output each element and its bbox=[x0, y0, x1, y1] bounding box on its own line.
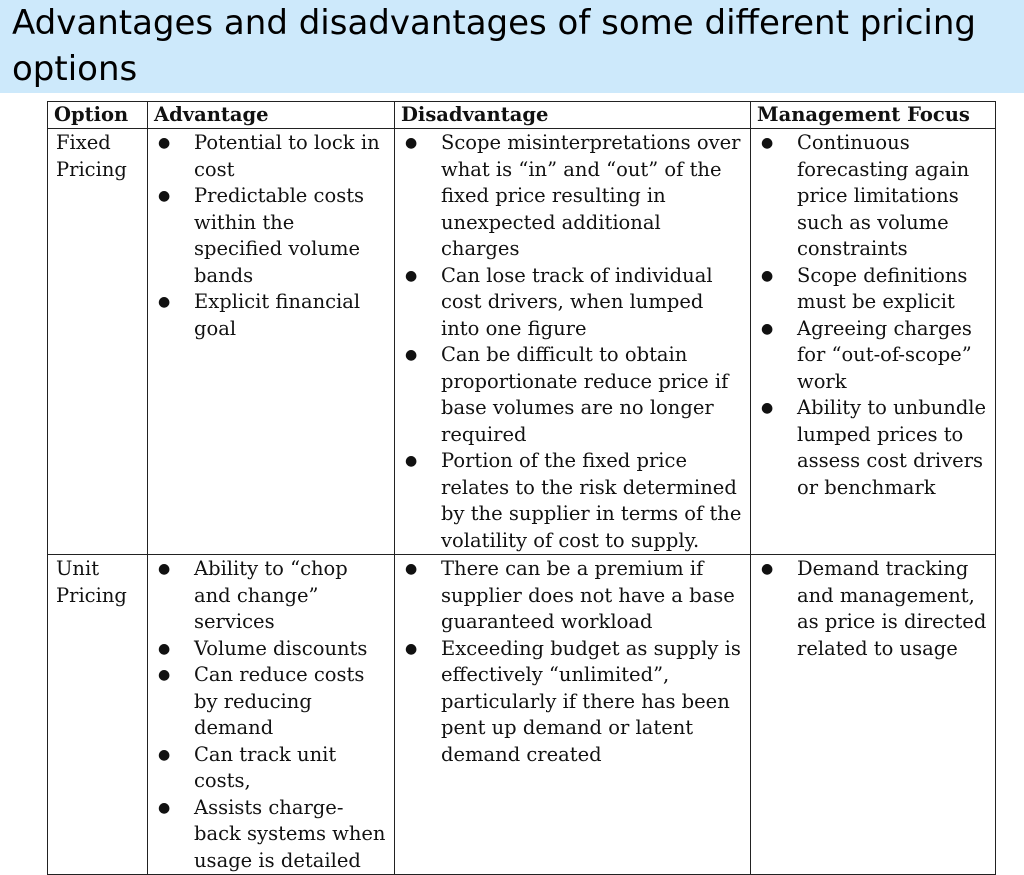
disadvantage-list bbox=[401, 556, 744, 768]
header-disadvantage: Disadvantage bbox=[395, 102, 751, 129]
list-item-text: Ability to “chop and change” services bbox=[194, 557, 348, 633]
list-item-text: Portion of the fixed price relates to the risk determined by the supplier in terms of the volatility of cost to supply. bbox=[441, 449, 742, 552]
management-focus-cell bbox=[751, 129, 996, 555]
list-item-text: Can lose track of individual cost drivers, when lumped into one figure bbox=[441, 263, 713, 340]
list-item bbox=[401, 130, 744, 263]
option-label: Fixed Pricing bbox=[56, 131, 127, 181]
list-item-text: Can track unit costs, bbox=[194, 742, 337, 792]
list-item bbox=[154, 795, 388, 875]
list-item bbox=[154, 556, 388, 636]
bullet-icon: ● bbox=[405, 453, 418, 469]
list-item bbox=[154, 662, 388, 742]
disadvantage-list bbox=[401, 130, 744, 554]
bullet-icon: ● bbox=[158, 561, 171, 577]
table-header-row bbox=[48, 102, 996, 129]
list-item-text: Scope misinterpretations over what is “in” and “out” of the fixed price resulting in unexpected additional charges bbox=[441, 131, 741, 260]
list-item-text: Scope definitions must be explicit bbox=[797, 263, 968, 313]
bullet-icon: ● bbox=[405, 267, 418, 284]
management-focus-list bbox=[757, 130, 989, 501]
list-item bbox=[757, 130, 989, 263]
list-item bbox=[757, 395, 989, 501]
list-item bbox=[154, 636, 388, 663]
list-item-text: Volume discounts bbox=[194, 636, 368, 660]
bullet-icon: ● bbox=[405, 347, 418, 363]
list-item bbox=[154, 742, 388, 795]
list-item bbox=[401, 448, 744, 554]
advantage-cell bbox=[148, 129, 395, 555]
slide-title: Advantages and disadvantages of some different pricing options bbox=[12, 3, 976, 89]
list-item-text: Continuous forecasting again price limitations such as volume constraints bbox=[797, 131, 970, 260]
list-item bbox=[154, 130, 388, 183]
bullet-icon: ● bbox=[761, 561, 774, 577]
table-row-unit-pricing bbox=[48, 555, 996, 875]
option-label: Unit Pricing bbox=[56, 557, 127, 607]
disadvantage-cell bbox=[395, 129, 751, 555]
list-item-text: Assists charge-back systems when usage is detailed bbox=[194, 795, 386, 872]
bullet-icon: ● bbox=[761, 135, 774, 151]
management-focus-cell bbox=[751, 555, 996, 875]
bullet-icon: ● bbox=[405, 640, 418, 657]
bullet-icon: ● bbox=[158, 799, 171, 816]
bullet-icon: ● bbox=[158, 746, 171, 763]
advantage-cell bbox=[148, 555, 395, 875]
bullet-icon: ● bbox=[761, 320, 774, 337]
option-cell bbox=[48, 555, 148, 875]
pricing-options-table bbox=[47, 101, 996, 875]
list-item-text: Predictable costs within the specified volume bands bbox=[194, 184, 365, 287]
list-item bbox=[757, 263, 989, 316]
header-management-focus: Management Focus bbox=[751, 102, 996, 129]
option-cell bbox=[48, 129, 148, 555]
bullet-icon: ● bbox=[405, 135, 418, 151]
list-item-text: Exceeding budget as supply is effectively “unlimited”, particularly if there has been pent up demand or latent demand created bbox=[441, 636, 741, 766]
bullet-icon: ● bbox=[761, 267, 774, 284]
list-item bbox=[757, 556, 989, 662]
bullet-icon: ● bbox=[158, 135, 171, 151]
pricing-table-container bbox=[47, 101, 995, 872]
list-item-text: Can reduce costs by reducing demand bbox=[194, 663, 365, 739]
bullet-icon: ● bbox=[158, 667, 171, 683]
list-item-text: Can be difficult to obtain proportionate reduce price if base volumes are no longer required bbox=[441, 343, 729, 446]
management-focus-list bbox=[757, 556, 989, 662]
bullet-icon: ● bbox=[405, 561, 418, 577]
title-bar bbox=[0, 0, 1024, 93]
list-item bbox=[401, 342, 744, 448]
list-item-text: Demand tracking and management, as price is directed related to usage bbox=[797, 557, 987, 660]
bullet-icon: ● bbox=[761, 400, 774, 416]
list-item bbox=[401, 636, 744, 769]
list-item bbox=[154, 289, 388, 342]
list-item bbox=[401, 263, 744, 343]
bullet-icon: ● bbox=[158, 294, 171, 310]
list-item-text: There can be a premium if supplier does not have a base guaranteed workload bbox=[441, 557, 735, 633]
list-item bbox=[154, 183, 388, 289]
list-item-text: Ability to unbundle lumped prices to assess cost drivers or benchmark bbox=[797, 396, 987, 499]
table-row-fixed-pricing bbox=[48, 129, 996, 555]
header-advantage: Advantage bbox=[148, 102, 395, 129]
list-item bbox=[757, 316, 989, 396]
list-item bbox=[401, 556, 744, 636]
advantage-list bbox=[154, 130, 388, 342]
list-item-text: Potential to lock in cost bbox=[194, 131, 380, 181]
bullet-icon: ● bbox=[158, 188, 171, 204]
bullet-icon: ● bbox=[158, 640, 171, 657]
header-option: Option bbox=[48, 102, 148, 129]
list-item-text: Agreeing charges for “out-of-scope” work bbox=[797, 316, 972, 393]
advantage-list bbox=[154, 556, 388, 874]
disadvantage-cell bbox=[395, 555, 751, 875]
list-item-text: Explicit financial goal bbox=[194, 290, 361, 340]
